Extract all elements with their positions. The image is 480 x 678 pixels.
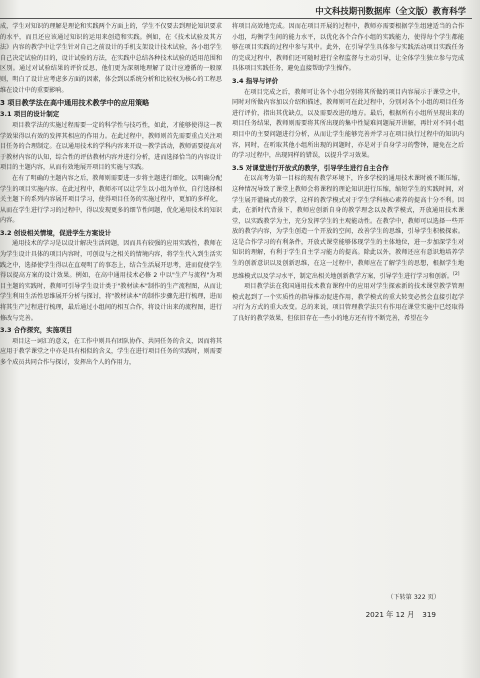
subsection-3-5-text: 在以高考为第一目标的现有教学环境下，许多学校的通用技术课时被不断压缩，这种情况导致了课堂上教师会将课程的理论知识进行压缩，缩短学生的实践时间，对学生展开灌输式的教学，这样的教学模式对于学生学科核心素养的提高十分不利。因此，在新时代背景下，教师应创新自身的教学理念以及教学模式，开放通用技术课堂，以实践教学为主，充分发挥学生的主观能动性。在教学中，教师可以选择一些开放的教学内容，为学生创造一个开放的空间，改善学生的思维，引导学生积极探索。这是合作学习的有利条件，开放式课堂能够体现学生的主体地位，进一步加深学生对知识的理解，有利于学生自主学习能力的提高。除此以外，教师还应有意识地培养学生的创新意识以及创新思维，在这一过程中，教师应在了解学生的思想，根据学生地思维模式以及学习水平，制定出相关地创新教学方案，引导学生进行学习和创新。 (232, 175, 464, 280)
journal-running-header: 中文科技期刊数据库（全文版）教育科学 (315, 6, 466, 16)
subsection-3-1-paragraph-1: 项目教学法的实施过程需要一定的科学性与技巧性，如此，才能够使得这一教学效果得以有效的发挥其相应的作用力。在此过程中，教师则首先需要重点关注项目任务的合理制定。在以通用技术的学科内容来开设一教学活动，教师需要提高对于教材内容的认知，综合性的评估教材内容并进行分析，进而选择恰当的内容设计项目的主题内容，从而有效地展开项目的实施与实践。 (0, 121, 222, 172)
subsection-3-3-paragraph: 项目这一词汇的意义，在工作中则具有团队协作、共同任务的含义，因而将其应用于教学课堂之中亦是具有相似的含义，学生在进行项目任务的实践时，则需要多个成员共同合作与探讨，发挥出个人的作用力， (0, 337, 222, 367)
page-number: 319 (422, 610, 436, 619)
subsection-3-4-heading: 3.4 指导与评价 (232, 76, 279, 85)
left-column (0, 22, 222, 642)
subsection-3-5-heading: 3.5 对课堂进行开放式的教学，引导学生进行自主合作 (232, 163, 389, 172)
page-footer (366, 610, 436, 620)
subsection-3-2-heading: 3.2 创设相关情境，促进学生方案设计 (0, 228, 112, 237)
carry-over-paragraph: 将项目高效地完成。因而在项目开展的过程中，教师亦需要根据学生组建适当的合作小组，均衡学生间的能力水平，以优化各个合作小组的实践能力，使得每个学生都能够在项目实践的过程中参与其中。此外，在引导学生具体参与实践活动项目实践任务的完成过程中，教师们还可随时进行全程监督与主动引导，让全体学生独立参与完成具体项目实践任务，避免直接帮助学生操作。 (232, 23, 464, 73)
conclusion-paragraph: 项目教学法在我国通用技术教育课程中的应用对学生探索新的技术课堂教学管理模式起到了一个实质性的指导推动促进作用，教学模式的重大转变必然会直接引起学习行为方式的重大改变。总的来说，项目管理教学法只有作用在课堂实施中已经取得了良好的教学效果，但依旧存在一些小的地方还有待不断完善，希望在今 (232, 283, 464, 323)
subsection-3-3-heading: 3.3 合作探究，实施项目 (0, 326, 73, 335)
subsection-3-5-paragraph (232, 174, 464, 282)
subsection-3-1-heading: 3.1 项目的设计制定 (0, 110, 60, 119)
subsection-3-1-paragraph-2: 在有了明确的主题内容之后，教师则需要进一步将主题进行细化，以明确分配学生的项目实施内容。在此过程中，教师亦可以让学生以小组为单位，自行选择相关主题下的系列内容展开项目学习，使得项目任务的实施过程中，更加的多样化，从而在学生进行学习的过程中，得以发现更多的细节性问题，优化通用技术的知识内容。 (0, 174, 222, 225)
right-column (232, 22, 464, 642)
subsection-3-2-paragraph: 通用技术的学习是以设计解决生活问题，因而具有较强的应用实践性，教师在为学生设计具体的项目内容时，可创设与之相关的情境内容，将学生代入到生活实践之中，选择使学生得以在直观明了的事态上，结合生活展开思考，进而促使学生得以提高方案的设计效果。例如，在高中通用技术必修 2 中以"生产与流程"为项目主题的实践时，教师可引导学生设计类于"教材读本"制作的生产流程图，从而让学生利用生活性思维展开分析与探讨，将"教材读本"的制作步骤先进行梳理，进而将其生产过程进行梳理，最后通过小组间的相互合作，将设计出来的流程图，进行修改与完善。 (0, 240, 222, 322)
intro-paragraph: 成，学生对知识的理解是理论和实践两个方面上的，学生不仅要去到理论知识要求的水平，而且还应该通过知识的运用来创造和实践。例如，在《技术试验及其方法》内容的教学中让学生针对自己之前设计的手机支架设计技术试验，各小组学生自己决定试验的目的，设计试验的方法，在实践中总结各种技术试验的适用范围和区别。通过对试验结果的评价反思，他们更为深刻地理解了设计应遵循的一般原则，明白了设计应考虑多方面的因素，体会到以系统分析和比较权为核心的工程思维在设计中的重要影响。 (0, 23, 222, 94)
header-divider (0, 18, 472, 19)
section-3-heading: 3 项目教学法在高中通用技术教学中的应用策略 (0, 98, 150, 108)
citation-reference: [2] (453, 271, 460, 277)
continued-note: （下转第 322 页） (387, 594, 440, 601)
subsection-3-4-paragraph: 在项目完成之后，教师可让各个小组分别将其所做的项目内容展示于课堂之中，同时对所做内容加以介绍和描述，教师则可在此过程中，分别对各个小组的项目任务进行评价，指出其优缺点，以及需要改进的地方。最后，根据所有小组所呈现出来的项目任务结果，教师则需要将其所出现的集中性疑难问题展开讲解，再针对不同小组项目中的主要问题进行分析，从而让学生能够完善并学习在项目执行过程中的知识内容，同时，在听取其他小组所出现的问题时，亦是对于自身学习的警钟，避免在之后的学习过程中，出现同样的错误，以提升学习效果。 (232, 88, 464, 160)
footer-date: 2021 年 12 月 (365, 610, 415, 619)
